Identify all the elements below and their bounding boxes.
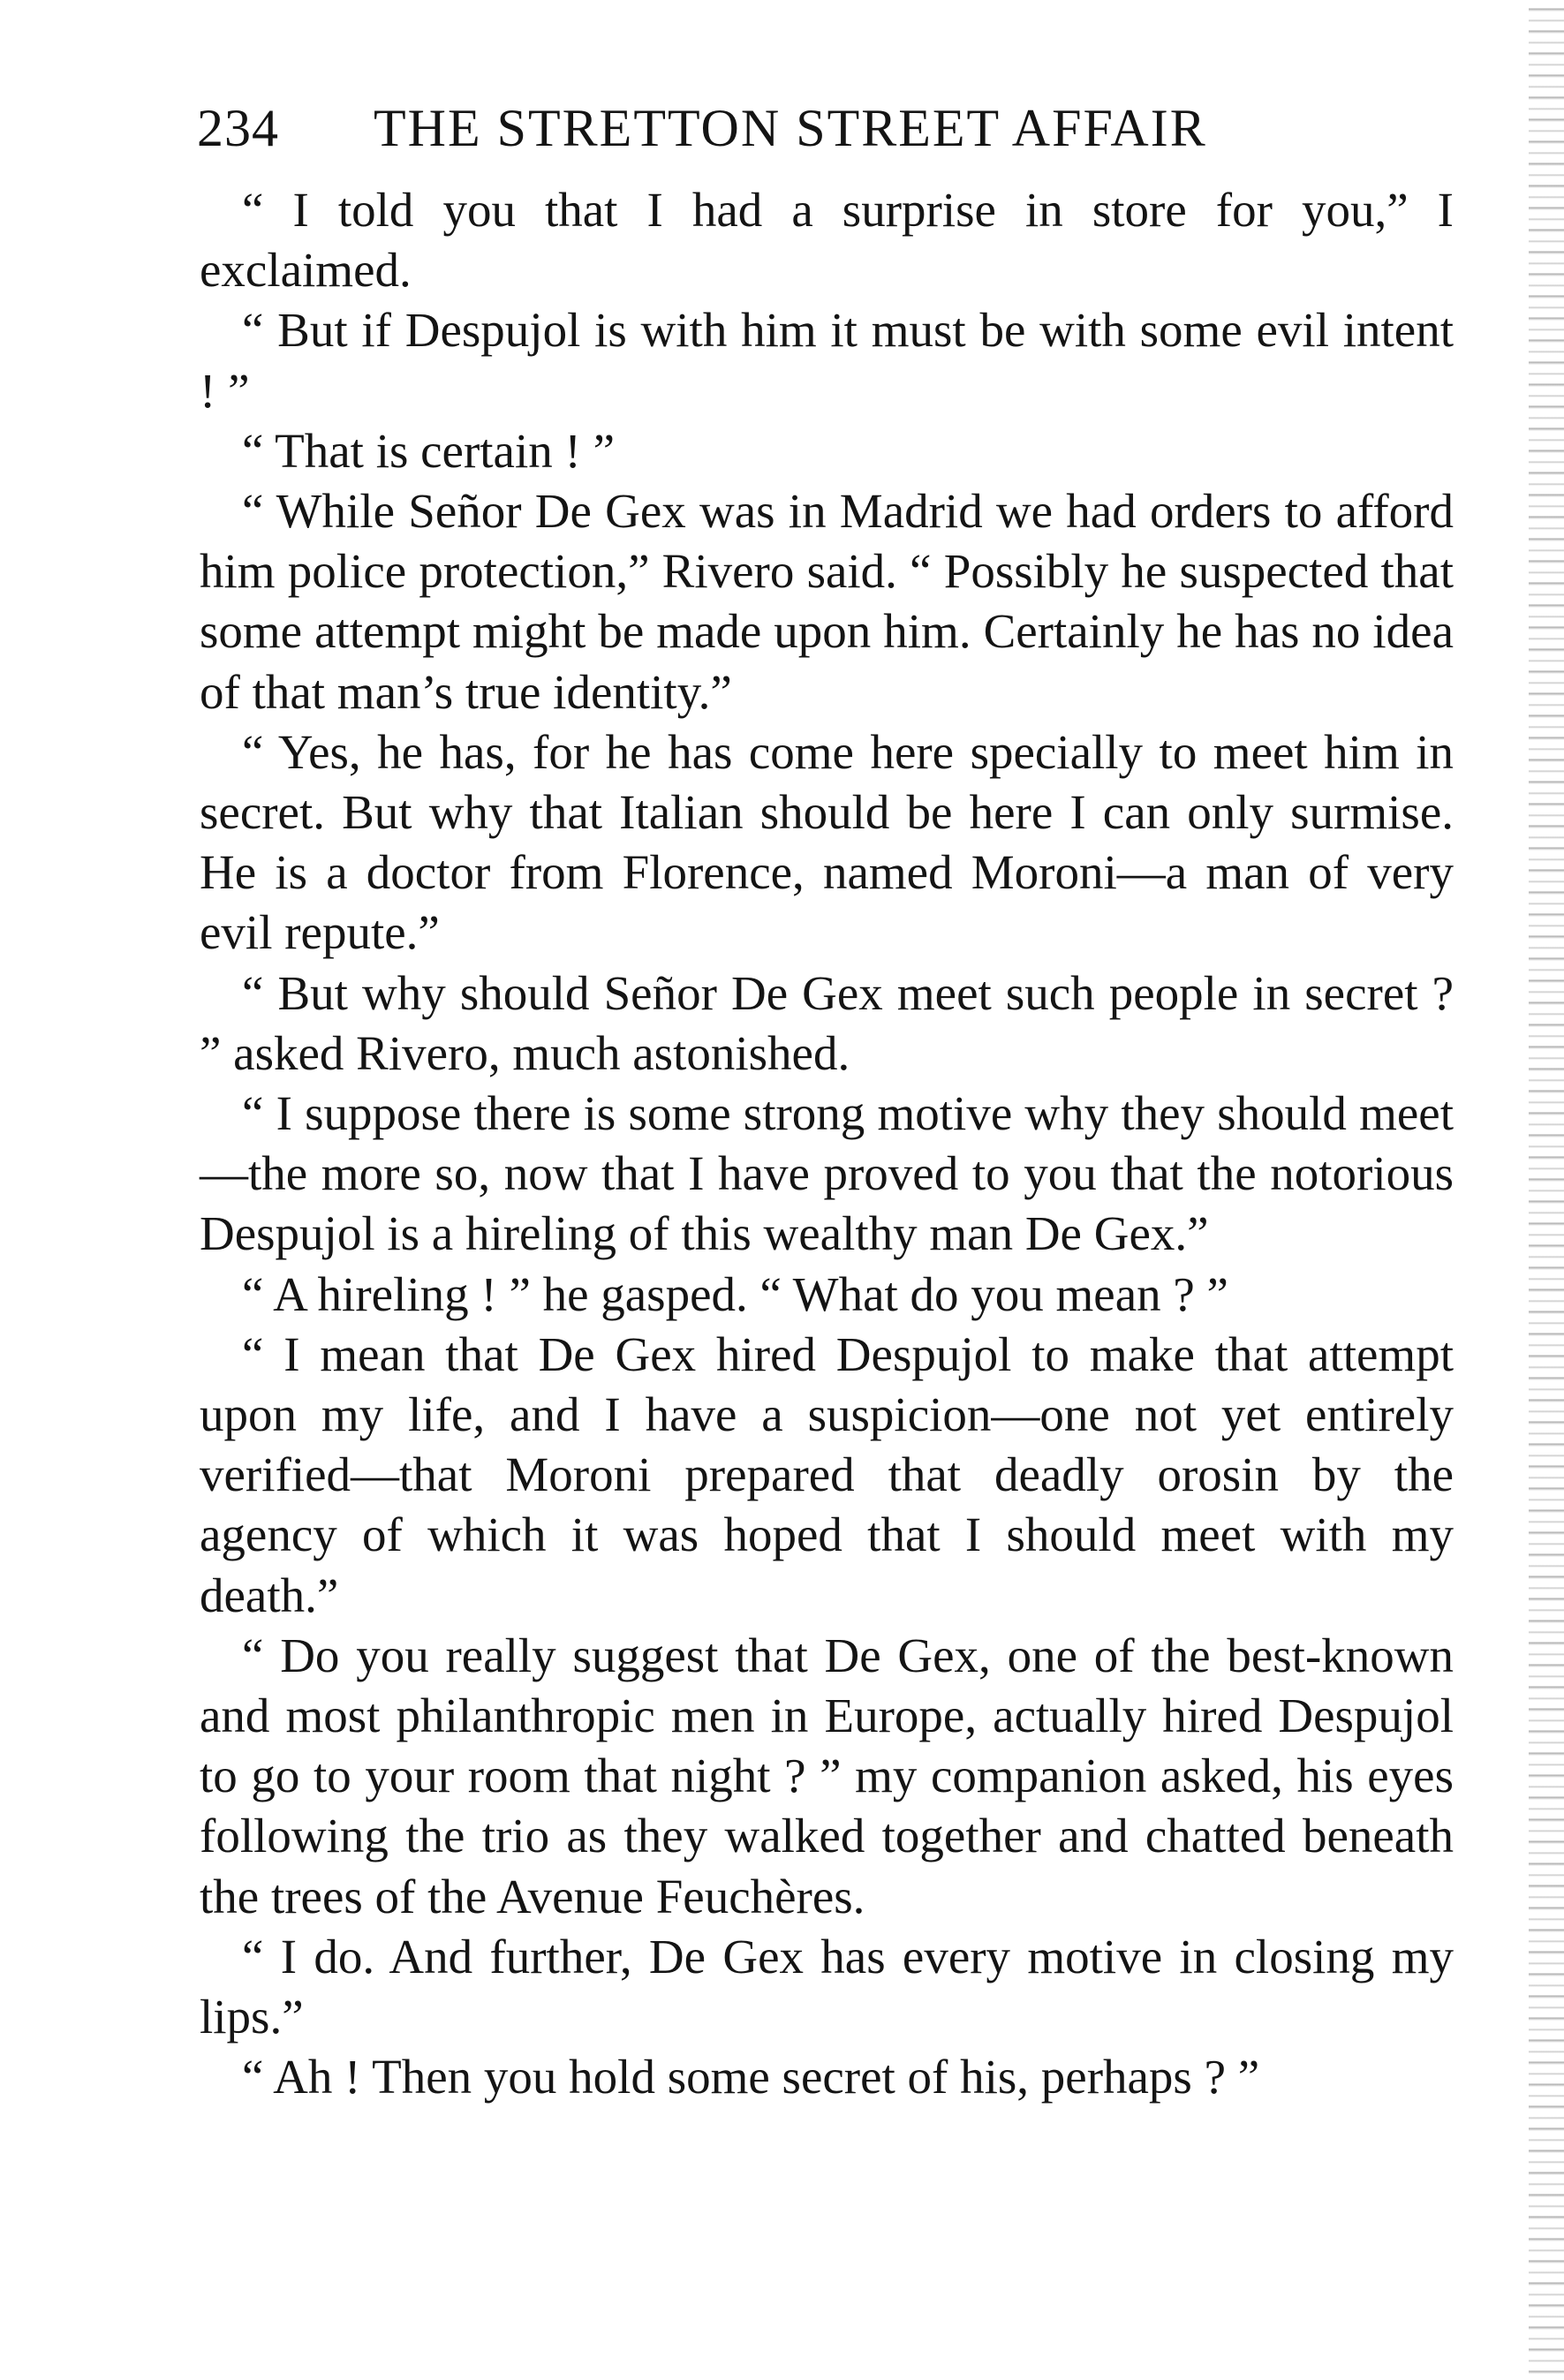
paragraph: “ I told you that I had a surprise in store for you,” I exclaimed. [200,183,1454,298]
body-text [200,180,1454,2108]
page-edge-scan-artifact [1529,0,1564,2380]
paragraph: “ I mean that De Gex hired Despujol to make that attempt upon my life, and I have a suspicion—one not yet entirely verified—that Moroni prepared that deadly orosin by the agency of which it was hoped that I should meet with my death.” [200,1326,1454,1622]
paragraph: “ A hireling ! ” he gasped. “ What do you mean ? ” [242,1266,1228,1321]
paragraph: “ I do. And further, De Gex has every motive in closing my lips.” [200,1929,1454,2044]
page-number: 234 [197,99,279,157]
paragraph: “ Ah ! Then you hold some secret of his, perhaps ? ” [242,2050,1260,2104]
paragraph: “ While Señor De Gex was in Madrid we had orders to afford him police protection,” Rivero said. “ Possibly he suspected that some attempt might be made upon him. Certainly he has no idea of that man’s true identity.” [200,484,1454,719]
paragraph: “ But if Despujol is with him it must be with some evil intent ! ” [200,303,1454,418]
paragraph: “ I suppose there is some strong motive why they should meet—the more so, now that I have proved to you that the notorious Despujol is a hireling of this wealthy man De Gex.” [200,1086,1454,1261]
paragraph: “ Yes, he has, for he has come here specially to meet him in secret. But why that Italian should be here I can only surmise. He is a doctor from Florence, named Moroni—a man of very evil repute.” [200,724,1454,960]
paragraph: “ But why should Señor De Gex meet such people in secret ? ” asked Rivero, much astonished. [200,965,1454,1080]
running-head: THE STRETTON STREET AFFAIR [374,99,1207,157]
paragraph: “ That is certain ! ” [242,423,615,478]
paragraph: “ Do you really suggest that De Gex, one of the best-known and most philanthropic men in Europe, actually hired Despujol to go to your room that night ? ” my companion asked, his eyes following the trio as they walked together and chatted beneath the trees of the Avenue Feuchères. [200,1628,1454,1923]
page-header [197,93,1451,163]
